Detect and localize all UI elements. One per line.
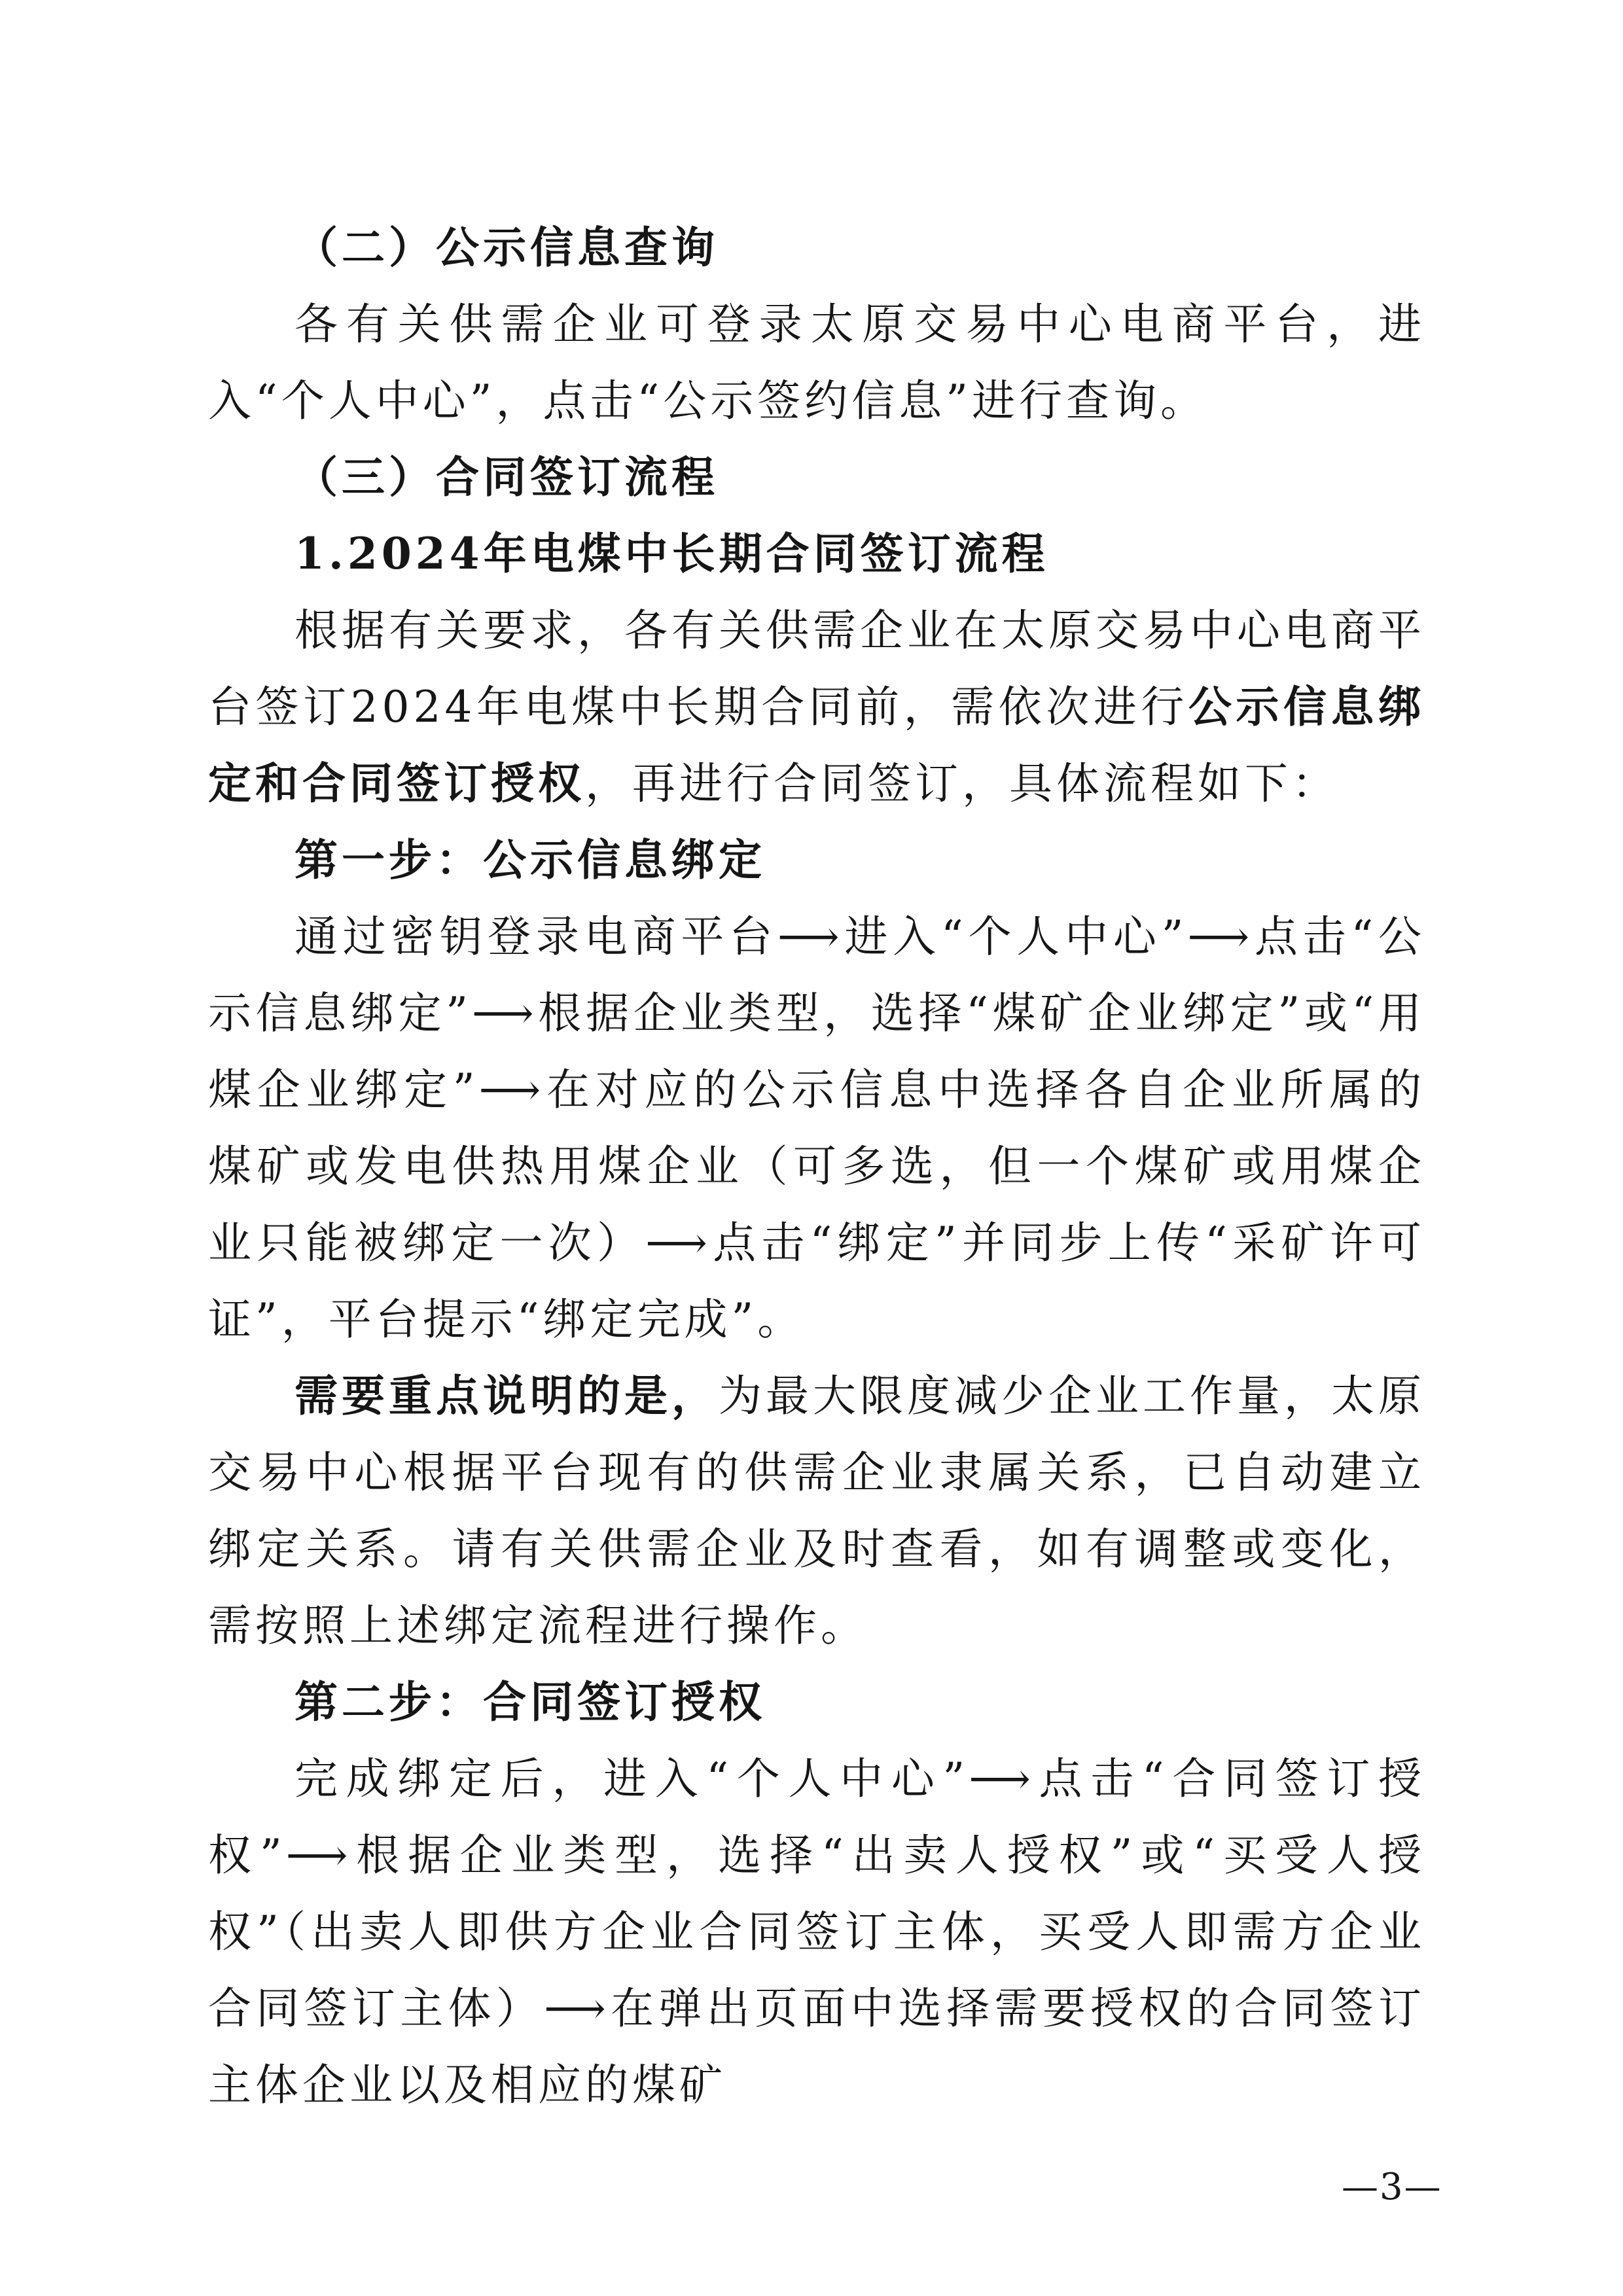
intro-text-emphasis: 公示信息绑定和合同签订授权 [208, 681, 1425, 809]
paragraph-important-note [208, 1358, 1425, 1664]
section-heading-query: （二）公示信息查询 [294, 222, 719, 273]
paragraph-query-info: 各有关供需企业可登录太原交易中心电商平台，进入“个人中心”，点击“公示签约信息”进行查询。 [208, 299, 1425, 426]
document-body [208, 209, 1425, 2123]
step2-body: 完成绑定后，进入“个人中心”⟶点击“合同签订授权”⟶根据企业类型，选择“出卖人授权”或“买受人授权”（出卖人即供方企业合同签订主体，买受人即需方企业合同签订主体）⟶在弹出页面中选择需要授权的合同签订主体企业以及相应的煤矿 [208, 1754, 1425, 2110]
step1-heading: 第一步：公示信息绑定 [294, 834, 766, 885]
note-emphasis: 需要重点说明的是， [294, 1370, 719, 1421]
intro-text-end: ，再进行合同签订，具体流程如下： [585, 758, 1339, 809]
step1-body: 通过密钥登录电商平台⟶进入“个人中心”⟶点击“公示信息绑定”⟶根据企业类型，选择“煤矿企业绑定”或“用煤企业绑定”⟶在对应的公示信息中选择各自企业所属的煤矿或发电供热用煤企业（可多选，但一个煤矿或用煤企业只能被绑定一次）⟶点击“绑定”并同步上传“采矿许可证”，平台提示“绑定完成”。 [208, 911, 1425, 1345]
section-heading-contract-process: （三）合同签订流程 [294, 451, 719, 503]
note-text: 为最大限度减少企业工作量，太原交易中心根据平台现有的供需企业隶属关系，已自动建立绑定关系。请有关供需企业及时查看，如有调整或变化，需按照上述绑定流程进行操作。 [208, 1371, 1425, 1651]
step2-heading: 第二步：合同签订授权 [294, 1676, 766, 1727]
subheading-2024-process: 1.2024年电煤中长期合同签订流程 [294, 528, 1049, 579]
intro-text-start: 根据有关要求，各有关供需企业在太原交易中心电商平台签订2024年电煤中长期合同前，需依次进行 [208, 605, 1425, 732]
page-number: —3— [1342, 2166, 1442, 2208]
paragraph-intro [208, 592, 1425, 822]
